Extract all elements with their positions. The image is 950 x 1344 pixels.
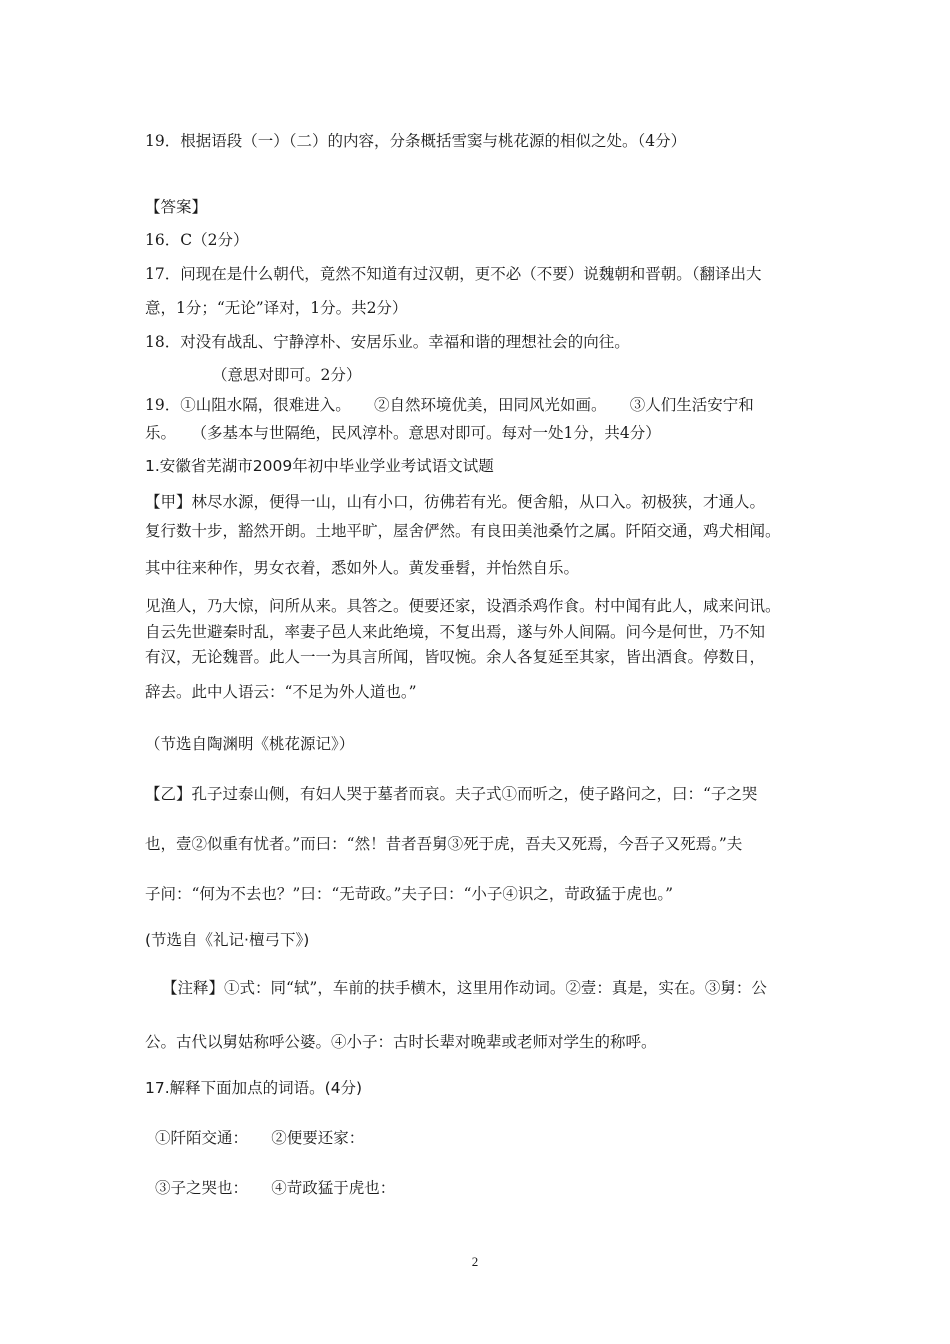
answer-19-line-2: 乐。 （多基本与世隔绝，民风淳朴。意思对即可。每对一处1分，共4分） <box>145 424 661 442</box>
answer-17-line-2: 意，1分；“无论”译对，1分。共2分） <box>145 299 408 317</box>
annotation-line-2: 公。古代以舅姑称呼公婆。④小子：古时长辈对晚辈或老师对学生的称呼。 <box>145 1033 657 1051</box>
exam-title: 1.安徽省芜湖市2009年初中毕业学业考试语文试题 <box>145 457 494 475</box>
passage-jia-line-4: 见渔人，乃大惊，问所从来。具答之。便要还家，设酒杀鸡作食。村中闻有此人，咸来问讯。 <box>145 597 781 615</box>
question-17-items-1: ①阡陌交通： ②便要还家： <box>155 1129 365 1147</box>
answer-18-line-1: 18．对没有战乱、宁静淳朴、安居乐业。幸福和谐的理想社会的向往。 <box>145 333 630 351</box>
question-17-items-2: ③子之哭也： ④苛政猛于虎也： <box>155 1179 396 1197</box>
passage-jia-line-5: 自云先世避秦时乱，率妻子邑人来此绝境，不复出焉，遂与外人间隔。问今是何世，乃不知 <box>145 623 766 641</box>
passage-jia-source: （节选自陶渊明《桃花源记》） <box>145 735 355 753</box>
passage-jia-line-7: 辞去。此中人语云：“不足为外人道也。” <box>145 683 417 701</box>
question-17-prompt: 17.解释下面加点的词语。(4分) <box>145 1079 363 1097</box>
passage-jia-line-2: 复行数十步，豁然开朗。土地平旷，屋舍俨然。有良田美池桑竹之属。阡陌交通，鸡犬相闻。 <box>145 522 781 540</box>
answer-18-line-2: （意思对即可。2分） <box>212 366 362 384</box>
passage-yi-line-1: 【乙】孔子过泰山侧，有妇人哭于墓者而哀。夫子式①而听之，使子路问之，曰：“子之哭 <box>145 785 758 803</box>
answer-heading: 【答案】 <box>145 198 208 216</box>
passage-yi-source: (节选自《礼记·檀弓下》) <box>145 931 310 949</box>
answer-17-line-1: 17．问现在是什么朝代，竟然不知道有过汉朝，更不必（不要）说魏朝和晋朝。（翻译出大 <box>145 265 762 283</box>
passage-jia-line-6: 有汉，无论魏晋。此人一一为具言所闻，皆叹惋。余人各复延至其家，皆出酒食。停数日， <box>145 648 766 666</box>
answer-16: 16．C（2分） <box>145 231 249 249</box>
passage-jia-line-3: 其中往来种作，男女衣着，悉如外人。黄发垂髫，并怡然自乐。 <box>145 559 580 577</box>
page-number: 2 <box>471 1254 479 1269</box>
annotation-line-1: 【注释】①式：同“轼”，车前的扶手横木，这里用作动词。②壹：真是，实在。③舅：公 <box>162 979 767 997</box>
passage-yi-line-3: 子问：“何为不去也？”曰：“无苛政。”夫子曰：“小子④识之，苛政猛于虎也。” <box>145 885 674 903</box>
passage-jia-line-1: 【甲】林尽水源，便得一山，山有小口，彷佛若有光。便舍船，从口入。初极狭，才通人。 <box>145 493 766 511</box>
passage-yi-line-2: 也，壹②似重有忧者。”而曰：“然！昔者吾舅③死于虎，吾夫又死焉，今吾子又死焉。”夫 <box>145 835 743 853</box>
answer-19-line-1: 19．①山阻水隔，很难进入。 ②自然环境优美，田同风光如画。 ③人们生活安宁和 <box>145 396 754 414</box>
question-19: 19．根据语段（一）（二）的内容，分条概括雪窦与桃花源的相似之处。（4分） <box>145 132 687 150</box>
